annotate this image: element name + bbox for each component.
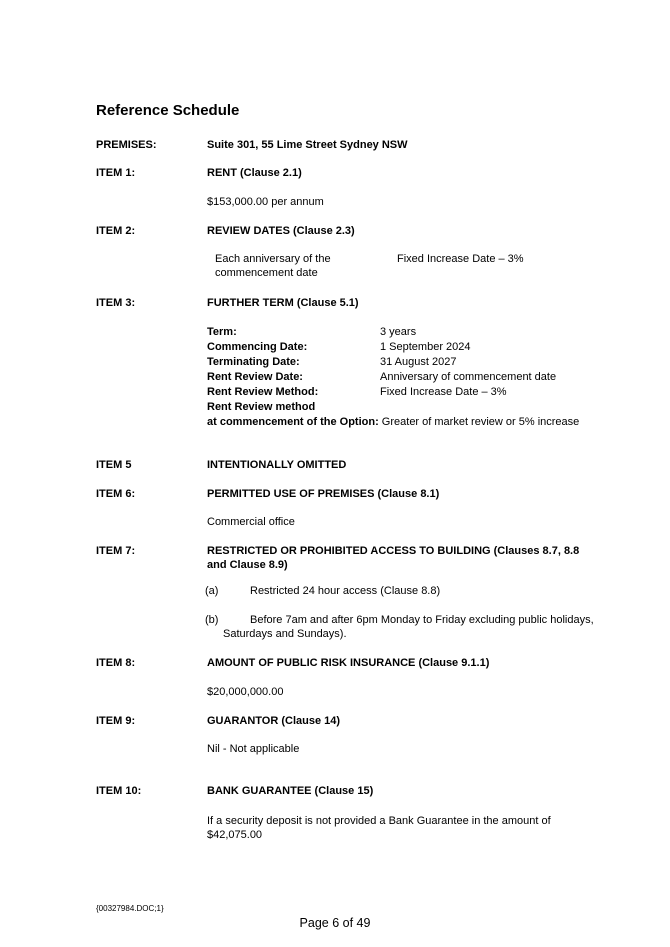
item9-body: Nil - Not applicable [207, 743, 300, 755]
item8-label: ITEM 8: [96, 657, 136, 669]
item3-term-table [207, 325, 597, 400]
item6-heading: PERMITTED USE OF PREMISES (Clause 8.1) [207, 488, 440, 500]
item10-heading: BANK GUARANTEE (Clause 15) [207, 785, 374, 797]
rent-review-method-value: Fixed Increase Date – 3% [380, 386, 507, 398]
item6-body: Commercial office [207, 516, 295, 528]
document-page [96, 103, 597, 842]
sub-b-marker: (b) [205, 614, 219, 626]
premises-row [96, 138, 597, 152]
item5-heading: INTENTIONALLY OMITTED [207, 459, 347, 471]
term-row [207, 355, 597, 370]
item8-body-row [96, 685, 597, 699]
page-title: Reference Schedule [96, 102, 240, 119]
page-number: Page 6 of 49 [299, 916, 371, 930]
item8-heading: AMOUNT OF PUBLIC RISK INSURANCE (Clause 9.1.1) [207, 657, 490, 669]
item7-label: ITEM 7: [96, 545, 136, 557]
item10-label: ITEM 10: [96, 785, 142, 797]
item3-heading: FURTHER TERM (Clause 5.1) [207, 297, 359, 309]
item7-sub-b [205, 613, 597, 641]
option-label-line2: at commencement of the Option: [207, 416, 379, 428]
term-row [207, 340, 597, 355]
commencing-date-label: Commencing Date: [207, 341, 308, 353]
term-label: Term: [207, 326, 237, 338]
item9-label: ITEM 9: [96, 715, 136, 727]
terminating-date-value: 31 August 2027 [380, 356, 457, 368]
item1-heading: RENT (Clause 2.1) [207, 167, 302, 179]
item9-heading: GUARANTOR (Clause 14) [207, 715, 341, 727]
option-line2 [207, 415, 597, 430]
rent-review-method-label: Rent Review Method: [207, 386, 319, 398]
commencing-date-value: 1 September 2024 [380, 341, 471, 353]
rent-review-date-label: Rent Review Date: [207, 371, 303, 383]
item3-label: ITEM 3: [96, 297, 136, 309]
item9-body-row [96, 742, 597, 756]
sub-b-text: Before 7am and after 6pm Monday to Friday excluding public holidays, Saturdays and Sundays). [223, 614, 594, 640]
item10-heading-row [96, 784, 597, 798]
rent-review-date-value: Anniversary of commencement date [380, 371, 557, 383]
item1-body-row [96, 195, 597, 209]
item2-heading-row [96, 224, 597, 238]
premises-label: PREMISES: [96, 139, 157, 151]
item2-review-method: Fixed Increase Date – 3% [397, 253, 524, 265]
item1-label: ITEM 1: [96, 167, 136, 179]
item9-heading-row [96, 714, 597, 728]
option-value: Greater of market review or 5% increase [378, 416, 580, 428]
item7-sub-a [205, 584, 597, 598]
item2-body-row [96, 252, 597, 280]
item7-sub-a-row [96, 584, 597, 598]
item6-label: ITEM 6: [96, 488, 136, 500]
item5-heading-row [96, 458, 597, 472]
item6-body-row [96, 515, 597, 529]
item3-body-row [96, 325, 597, 430]
sub-a-text: Restricted 24 hour access (Clause 8.8) [250, 585, 441, 597]
item7-sub-b-row [96, 613, 597, 641]
term-value: 3 years [380, 326, 417, 338]
item8-body: $20,000,000.00 [207, 686, 284, 698]
item5-label: ITEM 5 [96, 459, 132, 471]
item2-review-date: Each anniversary of the commencement date [215, 253, 331, 279]
item8-heading-row [96, 656, 597, 670]
item1-heading-row [96, 166, 597, 180]
document-reference: {00327984.DOC;1} [96, 904, 164, 913]
item10-body: If a security deposit is not provided a Bank Guarantee in the amount of $42,075.00 [207, 815, 551, 841]
term-row [207, 370, 597, 385]
item6-heading-row [96, 487, 597, 501]
term-row [207, 385, 597, 400]
premises-value: Suite 301, 55 Lime Street Sydney NSW [207, 139, 408, 151]
item7-heading: RESTRICTED OR PROHIBITED ACCESS TO BUILDING (Clauses 8.7, 8.8 and Clause 8.9) [207, 545, 580, 571]
term-row [207, 325, 597, 340]
item7-heading-row [96, 544, 597, 572]
item3-option-paragraph [207, 400, 597, 430]
item1-body: $153,000.00 per annum [207, 196, 324, 208]
item3-heading-row [96, 296, 597, 310]
item2-label: ITEM 2: [96, 225, 136, 237]
sub-a-marker: (a) [205, 585, 219, 597]
option-label-line1: Rent Review method [207, 401, 316, 413]
item10-body-row [96, 814, 597, 842]
terminating-date-label: Terminating Date: [207, 356, 300, 368]
item2-columns [207, 252, 597, 280]
item2-heading: REVIEW DATES (Clause 2.3) [207, 225, 355, 237]
